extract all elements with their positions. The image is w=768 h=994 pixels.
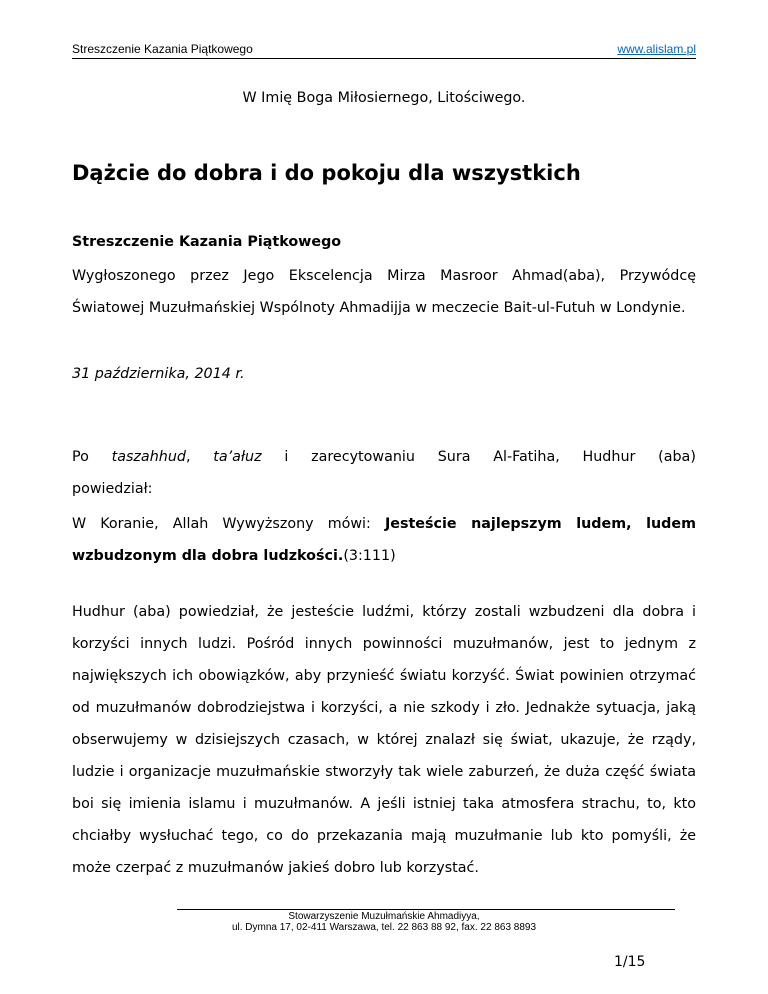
footer-address: ul. Dymna 17, 02-411 Warszawa, tel. 22 863 88 92, fax. 22 863 8893 [231,922,537,933]
quote-intro: W Koranie, Allah Wywyższony mówi: [72,516,385,532]
invocation: W Imię Boga Miłosiernego, Litościwego. [242,90,526,106]
word-term: ta’ałuz [213,449,262,465]
header-title: Streszczenie Kazania Piątkowego [72,42,253,56]
footer-divider [177,909,675,910]
word-term: taszahhud, [111,449,191,465]
verse-reference: (3:111) [343,548,396,564]
word: (aba) [658,449,696,465]
intro-paragraph: Wygłoszonego przez Jego Ekscelencja Mirza Masroor Ahmad(aba), Przywódcę Światowej Muzułmańskiej Wspólnoty Ahmadijja w meczecie Bait-ul-Futuh w Londynie. [72,268,696,316]
header-website-link[interactable]: www.alislam.pl [617,42,696,56]
word: zarecytowaniu [311,449,415,465]
header-divider [72,58,696,59]
page-number: 1/15 [614,954,646,970]
page-title: Dążcie do dobra i do pokoju dla wszystkich [72,161,581,185]
word: Sura [437,449,471,465]
footer-organization: Stowarzyszenie Muzułmańskie Ahmadiyya, [288,911,480,922]
body-paragraph: Hudhur (aba) powiedział, że jesteście ludźmi, którzy zostali wzbudzeni dla dobra i korzyści innych ludzi. Pośród innych powinności muzułmanów, jest to jednym z największych ich obowiązków, aby przynieść światu korzyść. Świat powinien otrzymać od muzułmanów dobrodziejstwa i korzyści, a nie szkody i zło. Jednakże sytuacja, jaką obserwujemy w dzisiejszych czasach, w której znalazł się świat, ukazuje, że rządy, ludzie i organizacje muzułmańskie stworzyły tak wiele zaburzeń, że duża część świata boi się imienia islamu i muzułmanów. A jeśli istniej taka atmosfera strachu, to, kto chciałby wysłuchać tego, co do przekazania mają muzułmanie lub kto pomyśli, że może czerpać z muzułmanów jakieś dobro lub korzystać. [72,604,696,876]
word: Al-Fatiha, [493,449,560,465]
quran-verse: Jesteście najlepszym ludem, ludem wzbudzonym dla dobra ludzkości. [72,516,696,564]
word: i [284,449,289,465]
quran-quote-paragraph [72,508,696,572]
paragraph-opening-line1 [72,441,696,473]
word: Hudhur [582,449,636,465]
subtitle: Streszczenie Kazania Piątkowego [72,234,342,250]
paragraph-opening-line2: powiedział: [72,481,153,497]
sermon-date: 31 października, 2014 r. [72,366,245,382]
word: Po [72,449,89,465]
